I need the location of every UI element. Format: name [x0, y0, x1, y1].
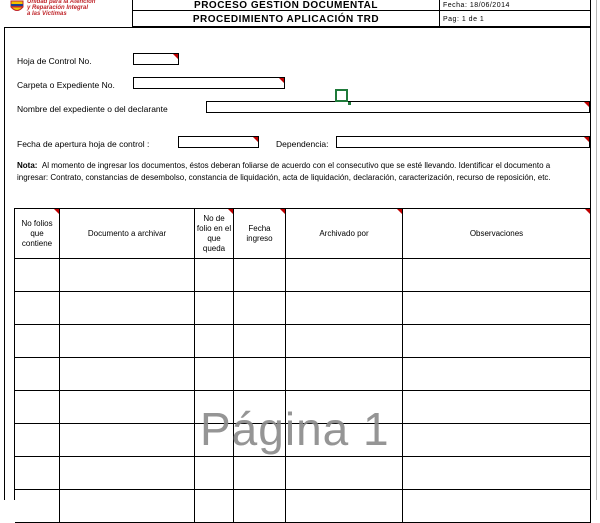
table-cell[interactable]	[60, 424, 195, 457]
table-cell[interactable]	[286, 457, 403, 490]
table-cell[interactable]	[195, 490, 234, 523]
col-header-documento: Documento a archivar	[60, 209, 195, 259]
fecha-apertura-input[interactable]	[178, 136, 259, 148]
logo-line-2: y Reparación Integral	[27, 5, 89, 11]
form-frame-left	[4, 28, 5, 500]
table-cell[interactable]	[234, 358, 286, 391]
table-cell[interactable]	[286, 358, 403, 391]
table-cell[interactable]	[286, 259, 403, 292]
sheet-gridline	[596, 0, 597, 500]
table-cell[interactable]	[15, 391, 60, 424]
label-hoja-control: Hoja de Control No.	[17, 56, 92, 66]
table-cell[interactable]	[403, 424, 591, 457]
table-cell[interactable]	[60, 358, 195, 391]
table-cell[interactable]	[403, 391, 591, 424]
table-cell[interactable]	[403, 457, 591, 490]
logo-emblem-icon	[10, 0, 24, 13]
col-header-fecha-ingreso: Fecha ingreso	[234, 209, 286, 259]
header-bottom-border	[4, 27, 591, 28]
header-date: Fecha: 18/06/2014	[439, 0, 591, 11]
header-page-number: Pag: 1 de 1	[439, 10, 591, 27]
label-carpeta: Carpeta o Expediente No.	[17, 80, 115, 90]
label-fecha-apertura: Fecha de apertura hoja de control :	[17, 139, 150, 149]
table-cell[interactable]	[15, 292, 60, 325]
table-cell[interactable]	[60, 292, 195, 325]
logo	[4, 0, 132, 20]
table-cell[interactable]	[286, 490, 403, 523]
table-cell[interactable]	[195, 259, 234, 292]
logo-line-1: Unidad para la Atención	[27, 0, 96, 5]
label-nombre-expediente: Nombre del expediente o del declarante	[17, 104, 168, 114]
table-cell[interactable]	[60, 457, 195, 490]
table-cell[interactable]	[195, 358, 234, 391]
table-cell[interactable]	[234, 325, 286, 358]
table-cell[interactable]	[15, 457, 60, 490]
table-cell[interactable]	[15, 490, 60, 523]
table-cell[interactable]	[15, 259, 60, 292]
table-cell[interactable]	[195, 325, 234, 358]
table-cell[interactable]	[286, 292, 403, 325]
table-cell[interactable]	[195, 292, 234, 325]
col-header-archivado-por: Archivado por	[286, 209, 403, 259]
table-cell[interactable]	[403, 259, 591, 292]
table-cell[interactable]	[403, 490, 591, 523]
table-cell[interactable]	[403, 325, 591, 358]
documents-table	[14, 208, 590, 500]
nombre-expediente-input[interactable]	[206, 101, 590, 113]
header-title-process: PROCESO GESTIÓN DOCUMENTAL	[132, 0, 440, 11]
table-cell[interactable]	[403, 358, 591, 391]
table-cell[interactable]	[60, 325, 195, 358]
table-cell[interactable]	[234, 292, 286, 325]
logo-line-3: a las Víctimas	[27, 11, 67, 17]
carpeta-input[interactable]	[133, 77, 285, 89]
page-watermark: Página 1	[200, 403, 390, 455]
label-dependencia: Dependencia:	[276, 139, 329, 149]
table-cell[interactable]	[15, 424, 60, 457]
table-cell[interactable]	[60, 259, 195, 292]
fill-handle[interactable]	[348, 102, 351, 105]
header-title-procedure: PROCEDIMIENTO APLICACIÓN TRD	[132, 10, 440, 27]
cell-selection-cursor[interactable]	[335, 89, 348, 102]
table-cell[interactable]	[234, 259, 286, 292]
note-text	[17, 160, 583, 183]
col-header-observaciones: Observaciones	[403, 209, 591, 259]
table-cell[interactable]	[15, 358, 60, 391]
table-cell[interactable]	[15, 325, 60, 358]
table-cell[interactable]	[234, 457, 286, 490]
table-cell[interactable]	[60, 490, 195, 523]
col-header-no-folio-queda: No de folio en el que queda	[195, 209, 234, 259]
table-cell[interactable]	[60, 391, 195, 424]
col-header-no-folios: No folios que contiene	[15, 209, 60, 259]
hoja-control-input[interactable]	[133, 53, 179, 65]
dependencia-input[interactable]	[336, 136, 590, 148]
table-cell[interactable]	[195, 457, 234, 490]
note-label: Nota:	[17, 161, 38, 170]
note-body: Al momento de ingresar los documentos, éstos deberan foliarse de acuerdo con el consecutivo que se esté llevando. Identificar el documento a ingresar: Contrato, constancias de desembolso, constancia de liquidación, acta de liquidación, declaración, caracterización, recurso de reposición, etc.	[17, 161, 551, 182]
table-cell[interactable]	[286, 325, 403, 358]
table-cell[interactable]	[234, 490, 286, 523]
table-cell[interactable]	[403, 292, 591, 325]
